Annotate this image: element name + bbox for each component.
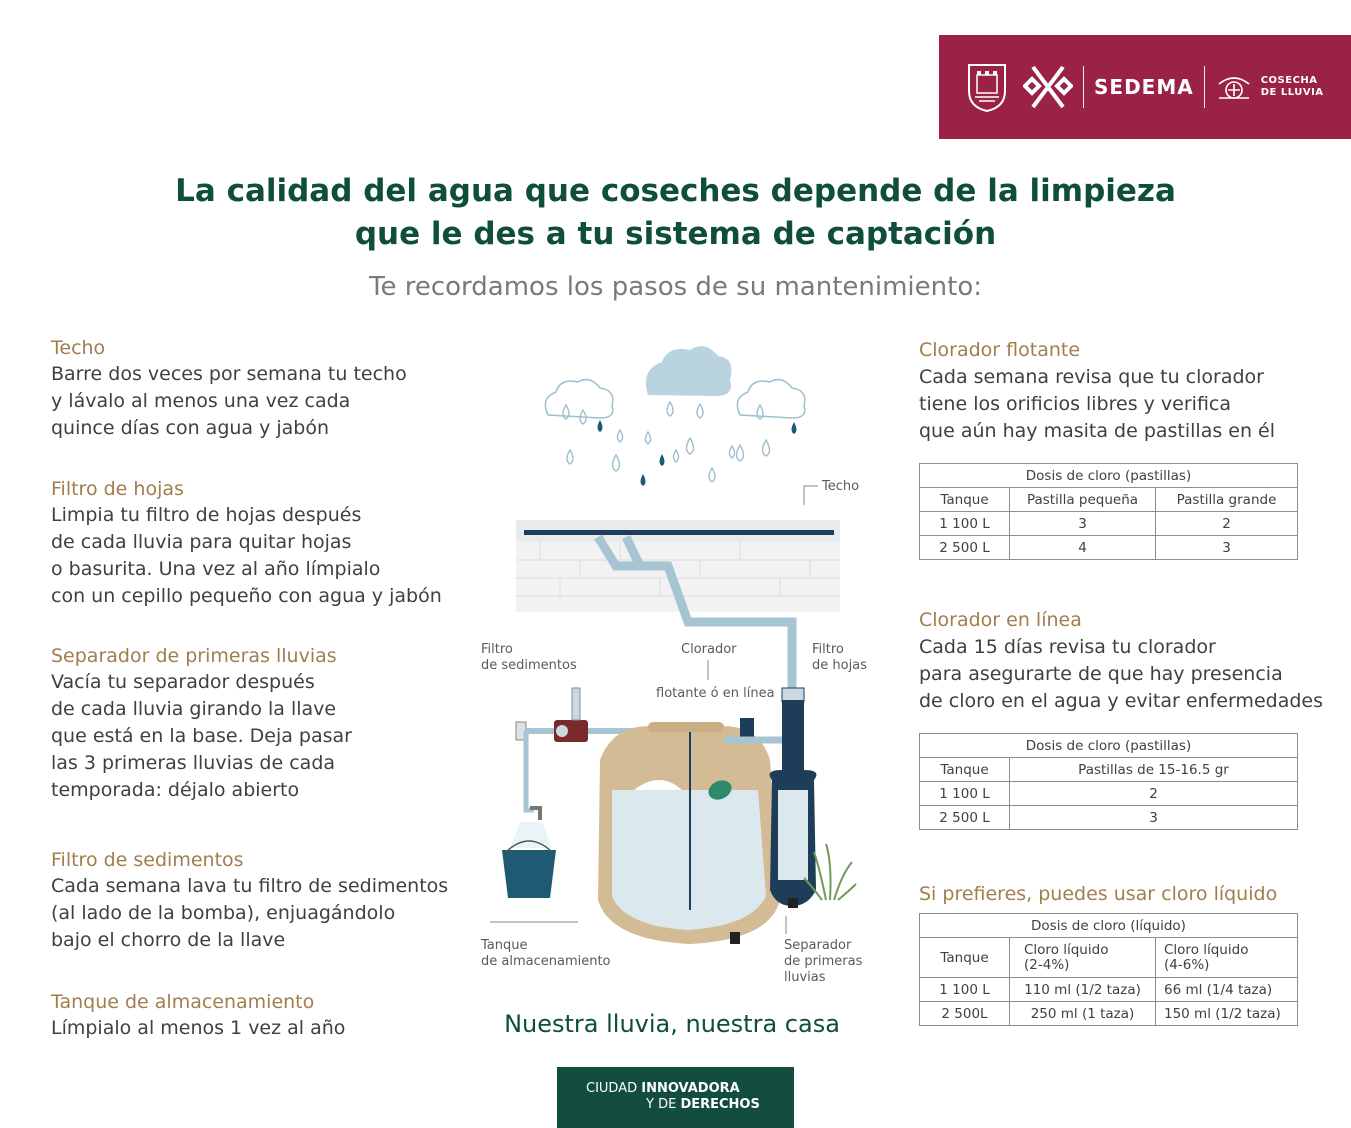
footer-line bbox=[586, 1097, 794, 1113]
table-cell: 110 ml (1/2 taza) bbox=[1010, 978, 1156, 1002]
column-header-line: (2-4%) bbox=[1024, 956, 1070, 973]
step-techo bbox=[51, 335, 471, 442]
page-title bbox=[0, 170, 1351, 256]
table-caption-row bbox=[920, 734, 1298, 758]
diagram-label: Filtro bbox=[812, 642, 844, 657]
section-title: Si prefieres, puedes usar cloro líquido bbox=[919, 883, 1278, 905]
table-row bbox=[920, 1002, 1298, 1026]
column-header: Pastilla pequeña bbox=[1010, 488, 1156, 512]
table-cell: 66 ml (1/4 taza) bbox=[1156, 978, 1298, 1002]
first-rain-separator bbox=[770, 700, 817, 908]
title-line: La calidad del agua que coseches depende de la limpieza bbox=[175, 173, 1176, 209]
diagram-label: Tanque bbox=[481, 938, 528, 953]
section-title: Clorador flotante bbox=[919, 339, 1081, 361]
table-cell: 2 bbox=[1156, 512, 1298, 536]
cosecha-lluvia-logo-icon bbox=[1215, 70, 1253, 104]
cloud-icon bbox=[646, 346, 732, 396]
table-cell: 3 bbox=[1010, 806, 1298, 830]
column-header-line: Cloro líquido bbox=[1164, 941, 1249, 958]
step-filtro-hojas bbox=[51, 476, 471, 610]
table-row bbox=[920, 978, 1298, 1002]
cdmx-shield-icon bbox=[965, 61, 1009, 113]
step-text: Barre dos veces por semana tu techo y lávalo al menos una vez cada quince días con agua y jabón bbox=[51, 363, 407, 439]
program-line: DE LLUVIA bbox=[1260, 87, 1324, 98]
diagram-label: Separador bbox=[784, 938, 852, 953]
label-clorador bbox=[656, 642, 775, 701]
column-header: Tanque bbox=[920, 758, 1010, 782]
footer-text: CIUDAD bbox=[586, 1081, 642, 1096]
table-caption: Dosis de cloro (pastillas) bbox=[920, 734, 1298, 758]
sedema-wordmark: SEDEMA bbox=[1094, 75, 1194, 99]
brand-header bbox=[939, 35, 1351, 139]
table-caption: Dosis de cloro (pastillas) bbox=[920, 464, 1298, 488]
step-title: Techo bbox=[51, 337, 106, 359]
column-header-line: (4-6%) bbox=[1164, 956, 1210, 973]
diagram-label: Clorador bbox=[681, 642, 737, 657]
footer-text: Y DE bbox=[646, 1097, 681, 1112]
table-clorador-flotante bbox=[919, 463, 1298, 560]
table-cell: 1 100 L bbox=[920, 782, 1010, 806]
section-title: Clorador en línea bbox=[919, 609, 1082, 631]
footer-text: INNOVADORA bbox=[641, 1081, 740, 1096]
step-title: Separador de primeras lluvias bbox=[51, 645, 337, 667]
diagram-label: de almacenamiento bbox=[481, 954, 611, 969]
table-cell: 1 100 L bbox=[920, 512, 1010, 536]
page-subtitle: Te recordamos los pasos de su mantenimiento: bbox=[369, 272, 982, 302]
footer-text: DERECHOS bbox=[680, 1097, 760, 1112]
table-cloro-liquido bbox=[919, 913, 1298, 1026]
diagram-label: Techo bbox=[822, 479, 860, 494]
table-cell: 2 500L bbox=[920, 1002, 1010, 1026]
step-title: Tanque de almacenamiento bbox=[51, 991, 315, 1013]
step-separador bbox=[51, 643, 471, 804]
label-techo bbox=[804, 479, 859, 505]
bucket bbox=[502, 808, 556, 898]
table-cell: 150 ml (1/2 taza) bbox=[1156, 1002, 1298, 1026]
table-row bbox=[920, 512, 1298, 536]
raindrop-icon bbox=[598, 420, 797, 486]
step-tanque bbox=[51, 989, 471, 1042]
step-text: Límpialo al menos 1 vez al año bbox=[51, 1017, 346, 1039]
column-header: Pastillas de 15-16.5 gr bbox=[1010, 758, 1298, 782]
rain-harvest-diagram bbox=[470, 330, 910, 990]
section-clorador-flotante bbox=[919, 337, 1339, 445]
label-filtro-sedimentos bbox=[481, 642, 577, 673]
table-cell: 2 bbox=[1010, 782, 1298, 806]
table-cell: 4 bbox=[1010, 536, 1156, 560]
footer-line bbox=[586, 1081, 794, 1097]
table-cell: 2 500 L bbox=[920, 536, 1010, 560]
label-tanque bbox=[480, 922, 611, 969]
column-header: Tanque bbox=[920, 488, 1010, 512]
table-header-row bbox=[920, 938, 1298, 978]
section-text: Cada semana revisa que tu clorador tiene los orificios libres y verifica que aún hay masita de pastillas en él bbox=[919, 366, 1276, 442]
table-cell: 1 100 L bbox=[920, 978, 1010, 1002]
leaf-filter bbox=[782, 688, 804, 702]
column-header: Tanque bbox=[920, 938, 1010, 978]
storage-tank bbox=[598, 722, 780, 944]
table-clorador-linea bbox=[919, 733, 1298, 830]
table-cell: 3 bbox=[1156, 536, 1298, 560]
table-caption-row bbox=[920, 464, 1298, 488]
table-row bbox=[920, 806, 1298, 830]
step-filtro-sedimentos bbox=[51, 847, 471, 954]
step-title: Filtro de sedimentos bbox=[51, 849, 244, 871]
title-line: que le des a tu sistema de captación bbox=[354, 216, 997, 252]
step-title: Filtro de hojas bbox=[51, 478, 184, 500]
column-header bbox=[1156, 938, 1298, 978]
step-text: Limpia tu filtro de hojas después de cada lluvia para quitar hojas o basurita. Una vez al año límpialo con un cepillo pequeño con agua y jabón bbox=[51, 504, 442, 607]
step-text: Vacía tu separador después de cada lluvia girando la llave que está en la base. Deja pasar las 3 primeras lluvias de cada temporada: déjalo abierto bbox=[51, 671, 352, 801]
diagram-label: de hojas bbox=[812, 658, 867, 673]
table-row bbox=[920, 536, 1298, 560]
diagram-label: flotante ó en línea bbox=[656, 686, 775, 701]
program-line: COSECHA bbox=[1260, 75, 1318, 86]
brand-divider bbox=[1083, 66, 1084, 108]
cdmx-logo-icon bbox=[1023, 61, 1073, 113]
diagram-label: lluvias bbox=[784, 970, 826, 985]
brand-divider bbox=[1204, 66, 1205, 108]
column-header-line: Cloro líquido bbox=[1024, 941, 1109, 958]
table-header-row bbox=[920, 758, 1298, 782]
section-cloro-liquido bbox=[919, 881, 1339, 908]
table-cell: 2 500 L bbox=[920, 806, 1010, 830]
column-header: Pastilla grande bbox=[1156, 488, 1298, 512]
diagram-label: de sedimentos bbox=[481, 658, 577, 673]
table-cell: 250 ml (1 taza) bbox=[1010, 1002, 1156, 1026]
column-header bbox=[1010, 938, 1156, 978]
label-separador bbox=[784, 916, 863, 985]
section-text: Cada 15 días revisa tu clorador para asegurarte de que hay presencia de cloro en el agua y evitar enfermedades bbox=[919, 636, 1323, 712]
table-caption: Dosis de cloro (líquido) bbox=[920, 914, 1298, 938]
table-cell: 3 bbox=[1010, 512, 1156, 536]
diagram-label: de primeras bbox=[784, 954, 863, 969]
cosecha-lluvia-wordmark bbox=[1261, 75, 1324, 99]
slogan: Nuestra lluvia, nuestra casa bbox=[504, 1010, 840, 1038]
footer-badge bbox=[557, 1067, 794, 1128]
table-caption-row bbox=[920, 914, 1298, 938]
table-row bbox=[920, 782, 1298, 806]
table-header-row bbox=[920, 488, 1298, 512]
label-filtro-hojas bbox=[812, 642, 867, 673]
section-clorador-linea bbox=[919, 607, 1339, 715]
raindrop-icon bbox=[563, 402, 770, 482]
step-text: Cada semana lava tu filtro de sedimentos (al lado de la bomba), enjuagándolo bajo el chorro de la llave bbox=[51, 875, 449, 951]
diagram-label: Filtro bbox=[481, 642, 513, 657]
